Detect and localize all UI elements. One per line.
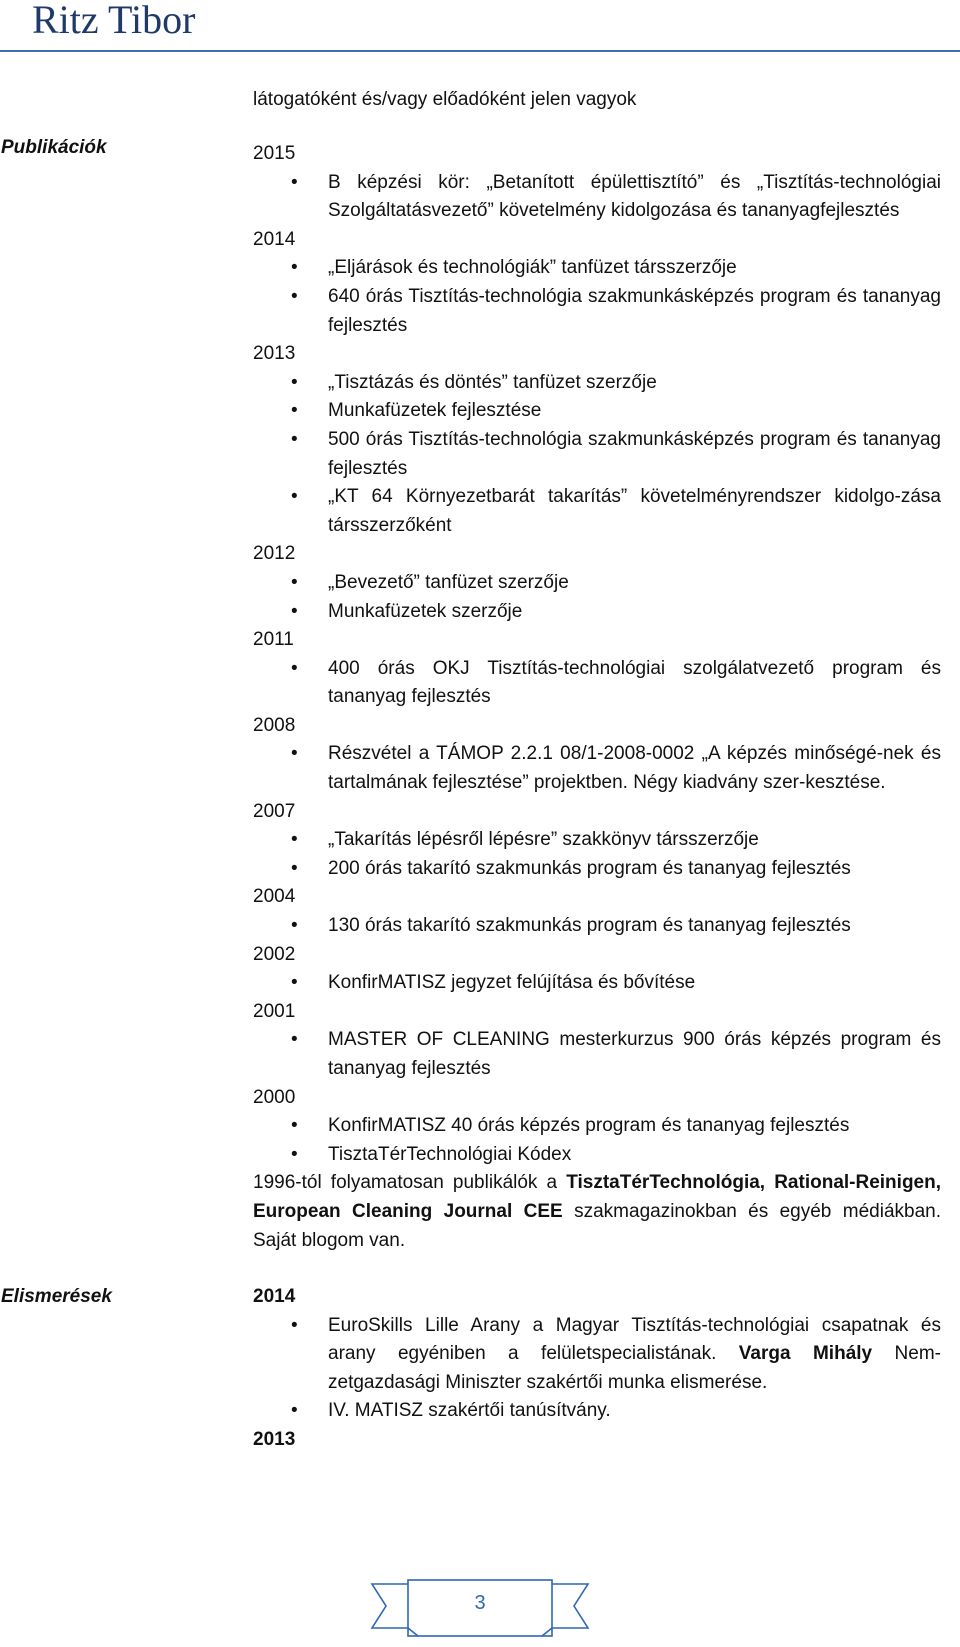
publication-list (253, 912, 941, 941)
list-item: • „Tisztázás és döntés” tanfüzet szerzője (253, 369, 941, 398)
year-heading: 2012 (253, 543, 296, 565)
publication-list (253, 169, 941, 226)
year-heading: 2008 (253, 714, 296, 736)
list-item: • „Takarítás lépésről lépésre” szakkönyv társszerzője (253, 826, 941, 855)
list-item: • „Bevezető” tanfüzet szerzője (253, 569, 941, 598)
awards-content (253, 1283, 941, 1455)
list-item: • 500 órás Tisztítás-technológia szakmunkásképzés program és tananyag fejlesztés (253, 426, 941, 483)
list-item: • TisztaTérTechnológiai Kódex (253, 1141, 941, 1170)
list-item: • Munkafüzetek fejlesztése (253, 397, 941, 426)
year-heading: 2014 (253, 228, 296, 250)
year-heading: 2014 (253, 1286, 296, 1307)
list-item: • 640 órás Tisztítás-technológia szakmunkásképzés program és tananyag fejlesztés (253, 283, 941, 340)
year-heading: 2001 (253, 1000, 296, 1022)
year-heading: 2000 (253, 1086, 296, 1108)
publication-list (253, 569, 941, 626)
publication-list (253, 254, 941, 340)
publications-content (253, 140, 941, 1255)
page-number-ribbon (370, 1578, 590, 1642)
header-rule (0, 50, 960, 52)
publication-list (253, 369, 941, 541)
list-item: • 200 órás takarító szakmunkás program és tananyag fejlesztés (253, 855, 941, 884)
list-item: • „KT 64 Környezetbarát takarítás” követelményrendszer kidolgo-zása társszerzőként (253, 483, 941, 540)
publication-list (253, 1112, 941, 1169)
year-heading: 2011 (253, 629, 294, 651)
list-item: • 130 órás takarító szakmunkás program és tananyag fejlesztés (253, 912, 941, 941)
section-label-awards: Elismerések (1, 1286, 112, 1307)
publication-list (253, 826, 941, 883)
list-item: • EuroSkills Lille Arany a Magyar Tisztítás-technológiai csapatnak és arany egyéniben a felületspecialistának. Varga Mihály Nem-zetgazdasági Miniszter szakértői munka elismerése. (253, 1312, 941, 1398)
page-number: 3 (474, 1592, 486, 1614)
year-heading: 2002 (253, 943, 296, 965)
publication-list (253, 1026, 941, 1083)
list-item: • IV. MATISZ szakértői tanúsítvány. (253, 1397, 941, 1426)
list-item: • KonfirMATISZ jegyzet felújítása és bővítése (253, 969, 941, 998)
year-heading: 2004 (253, 886, 296, 908)
intro-line: látogatóként és/vagy előadóként jelen vagyok (253, 89, 637, 110)
list-item: • Részvétel a TÁMOP 2.2.1 08/1-2008-0002 „A képzés minőségé-nek és tartalmának fejlesztése” projektben. Négy kiadvány szer-kesztése. (253, 740, 941, 797)
publication-list (253, 655, 941, 712)
list-item: • „Eljárások és technológiák” tanfüzet társszerzője (253, 254, 941, 283)
page-title: Ritz Tibor (32, 0, 196, 42)
list-item: • 400 órás OKJ Tisztítás-technológiai szolgálatvezető program és tananyag fejlesztés (253, 655, 941, 712)
publication-list (253, 740, 941, 797)
list-item: • KonfirMATISZ 40 órás képzés program és tananyag fejlesztés (253, 1112, 941, 1141)
list-item: • Munkafüzetek szerzője (253, 598, 941, 627)
publications-closing: 1996-tól folyamatosan publikálók a TisztaTérTechnológia, Rational-Reinigen, European Cleaning Journal CEE szakmagazinokban és egyéb médiákban. Saját blogom van. (253, 1172, 941, 1251)
year-heading: 2013 (253, 1428, 296, 1450)
section-label-publications: Publikációk (1, 137, 107, 158)
award-list (253, 1312, 941, 1426)
year-heading: 2007 (253, 800, 296, 822)
year-heading: 2013 (253, 343, 296, 365)
page-header (0, 0, 960, 56)
list-item: • MASTER OF CLEANING mesterkurzus 900 órás képzés program és tananyag fejlesztés (253, 1026, 941, 1083)
publication-year-groups (253, 140, 941, 1169)
list-item: • B képzési kör: „Betanított épülettisztító” és „Tisztítás-technológiai Szolgáltatásvezető” követelmény kidolgozása és tananyagfejlesztés (253, 169, 941, 226)
year-heading: 2015 (253, 143, 296, 164)
publication-list (253, 969, 941, 998)
